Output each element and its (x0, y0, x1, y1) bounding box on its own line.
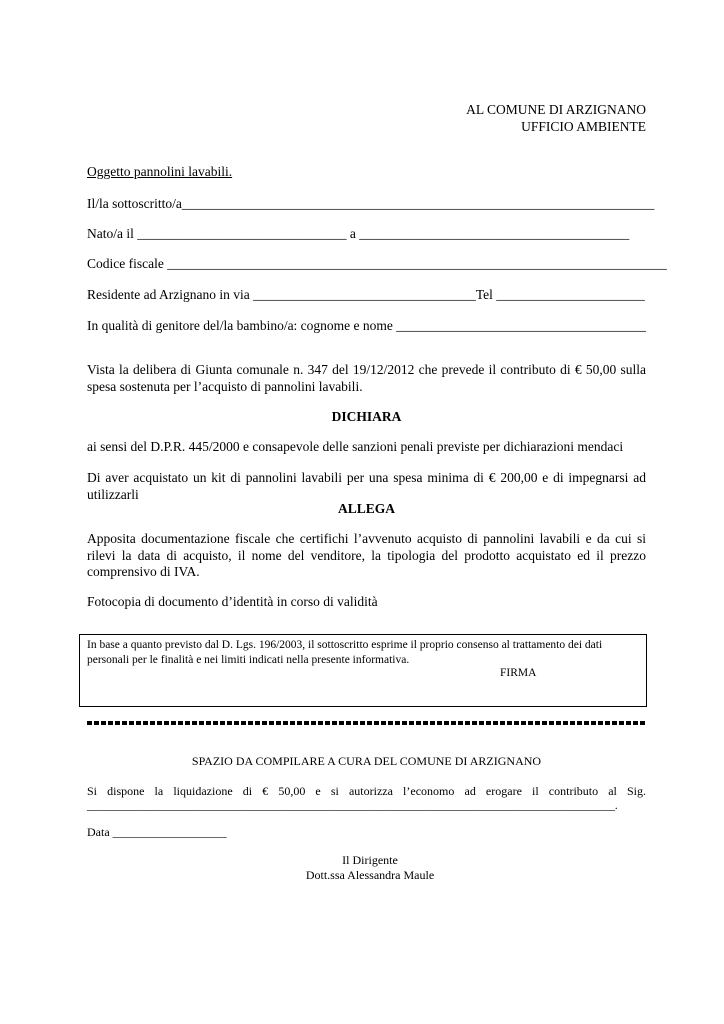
firma-label: FIRMA (500, 667, 537, 679)
fotocopia-paragraph: Fotocopia di documento d’identità in corso di validità (87, 594, 378, 609)
recipient-line-1: AL COMUNE DI ARZIGNANO (466, 102, 646, 117)
office-section-title: SPAZIO DA COMPILARE A CURA DEL COMUNE DI ARZIGNANO (191, 754, 542, 768)
dpr-paragraph: ai sensi del D.P.R. 445/2000 e consapevole delle sanzioni penali previste per dichiarazioni mendaci (87, 439, 624, 454)
acquisto-paragraph: Di aver acquistato un kit di pannolini lavabili per una spesa minima di € 200,00 e di impegnarsi ad utilizzarli (87, 470, 646, 502)
liquidazione-beneficiary-line[interactable]: ___________________________________________________________________________________________. (87, 798, 618, 812)
field-nato[interactable]: Nato/a il _______________________________ a ________________________________________ (87, 226, 630, 241)
allega-heading: ALLEGA (337, 501, 395, 516)
field-residente[interactable]: Residente ad Arzignano in via _________________________________Tel ______________________ (87, 287, 645, 302)
cut-separator (87, 721, 647, 725)
vista-paragraph: Vista la delibera di Giunta comunale n. 347 del 19/12/2012 che prevede il contributo di € 50,00 sulla spesa sostenuta per l’acquisto di pannolini lavabili. (87, 362, 646, 394)
dirigente-title: Il Dirigente (342, 853, 398, 867)
recipient-line-2: UFFICIO AMBIENTE (521, 119, 646, 134)
dirigente-name: Dott.ssa Alessandra Maule (305, 867, 435, 882)
data-field[interactable]: Data ___________________ (87, 825, 227, 839)
subject-line: Oggetto pannolini lavabili. (87, 164, 233, 179)
liquidazione-text: Si dispone la liquidazione di € 50,00 e si autorizza l’economo ad erogare il contributo al Sig. (87, 784, 646, 798)
recipient-header (466, 101, 646, 135)
dichiara-heading: DICHIARA (331, 409, 402, 424)
field-codice-fiscale[interactable]: Codice fiscale __________________________________________________________________________ (87, 256, 667, 271)
privacy-text: In base a quanto previsto dal D. Lgs. 196/2003, il sottoscritto esprime il proprio consenso al trattamento dei dati personali per le finalità e nei limiti indicati nella presente informativa. (87, 639, 603, 666)
privacy-consent-box (79, 634, 647, 707)
documentazione-paragraph: Apposita documentazione fiscale che certifichi l’avvenuto acquisto di pannolini lavabili e da cui si rilevi la data di acquisto, il nome del venditore, la tipologia del prodotto acquistato ed il prezzo comprensivo di IVA. (87, 531, 646, 579)
signatory-block (270, 853, 470, 882)
field-genitore[interactable]: In qualità di genitore del/la bambino/a: cognome e nome _____________________________________ (87, 318, 647, 333)
field-sottoscritto[interactable]: Il/la sottoscritto/a______________________________________________________________________ (87, 196, 655, 211)
